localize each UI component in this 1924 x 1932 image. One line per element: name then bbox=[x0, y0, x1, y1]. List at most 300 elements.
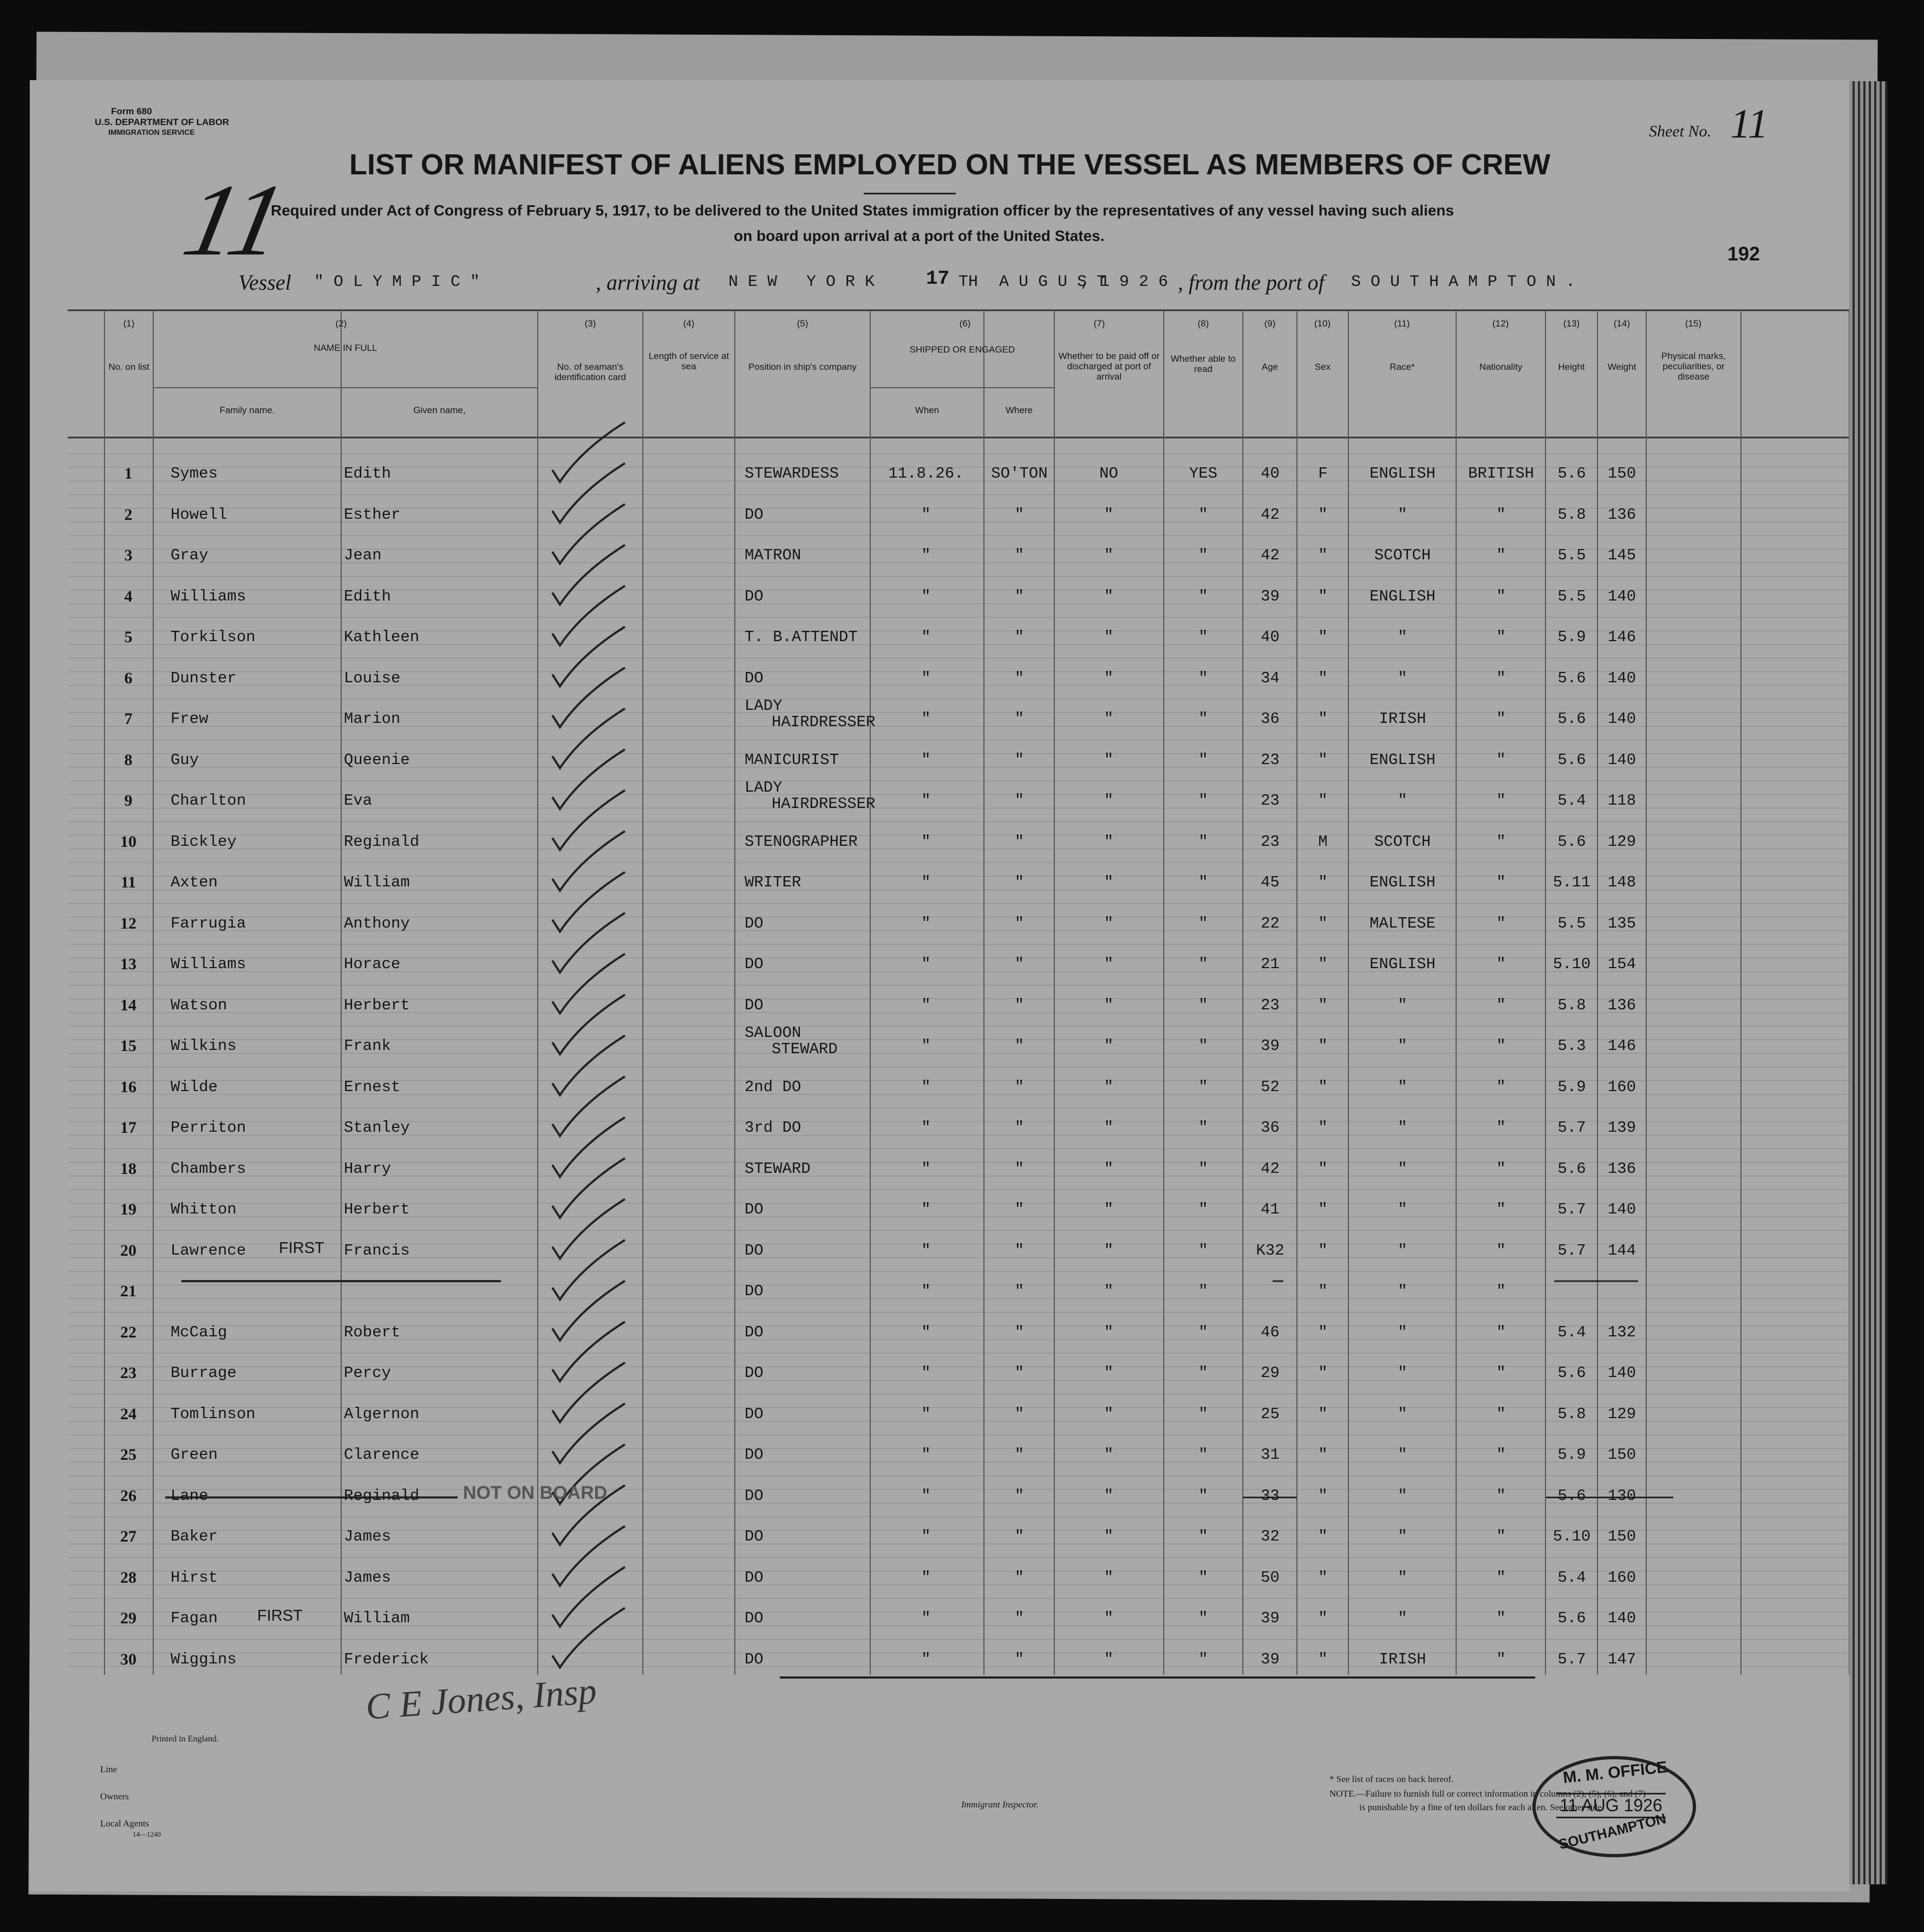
cell-able-to-read: " bbox=[1198, 1486, 1208, 1505]
cell-able-to-read: " bbox=[1198, 914, 1208, 932]
cell-shipped-when: " bbox=[921, 1241, 931, 1259]
cell-age: 31 bbox=[1261, 1446, 1280, 1464]
cell-weight: 140 bbox=[1607, 1609, 1636, 1627]
cell-shipped-when: " bbox=[921, 1119, 931, 1137]
vessel-name: " O L Y M P I C " bbox=[314, 273, 480, 291]
cell-shipped-where: SO'TON bbox=[991, 465, 1048, 482]
check-mark bbox=[552, 1608, 625, 1668]
cell-shipped-when: " bbox=[921, 792, 931, 810]
cell-sex: " bbox=[1318, 955, 1328, 973]
length-of-service-header: Length of service at sea bbox=[648, 351, 729, 371]
cell-weight: 136 bbox=[1607, 505, 1636, 524]
cell-sex: " bbox=[1318, 873, 1328, 891]
sex-header: Sex bbox=[1314, 362, 1331, 372]
check-mark bbox=[552, 1118, 625, 1177]
cell-weight: 140 bbox=[1607, 669, 1636, 687]
cell-paid-off-at-arrival: " bbox=[1104, 1159, 1114, 1178]
cell-height: 5.10 bbox=[1553, 955, 1591, 973]
cell-given-name: Harry bbox=[344, 1159, 392, 1178]
cell-position-in-ship: DO bbox=[745, 587, 764, 605]
check-mark bbox=[552, 545, 625, 605]
cell-given-name: Percy bbox=[344, 1364, 392, 1382]
cell-given-name: Herbert bbox=[344, 1200, 410, 1218]
from-port-label: , from the port of bbox=[1178, 270, 1325, 295]
cell-shipped-where: " bbox=[1014, 1078, 1025, 1096]
cell-able-to-read: " bbox=[1198, 1119, 1208, 1137]
shipped-header: SHIPPED OR ENGAGED bbox=[909, 344, 1015, 355]
cell-nationality: " bbox=[1496, 914, 1506, 932]
cell-paid-off-at-arrival: " bbox=[1104, 1486, 1114, 1505]
stamp-date: 11 AUG 1926 bbox=[1556, 1793, 1666, 1818]
cell-shipped-when: " bbox=[921, 1078, 931, 1096]
check-mark bbox=[552, 1404, 625, 1463]
cell-height: 5.6 bbox=[1557, 832, 1586, 851]
cell-able-to-read: " bbox=[1198, 669, 1208, 687]
cell-race: ENGLISH bbox=[1369, 955, 1436, 973]
cell-weight: 139 bbox=[1607, 1119, 1636, 1137]
cell-age: 23 bbox=[1261, 996, 1280, 1014]
cell-paid-off-at-arrival: " bbox=[1104, 1323, 1114, 1341]
cell-age: 23 bbox=[1261, 750, 1280, 769]
cell-shipped-where: " bbox=[1014, 1364, 1025, 1382]
cell-row-number: 27 bbox=[120, 1528, 136, 1545]
cell-weight: 160 bbox=[1607, 1568, 1636, 1587]
cell-given-name: William bbox=[344, 1609, 410, 1627]
cell-family-name: Baker bbox=[171, 1528, 218, 1545]
cell-shipped-when: " bbox=[921, 1650, 931, 1668]
cell-position-in-ship: WRITER bbox=[745, 873, 801, 891]
cell-nationality: " bbox=[1496, 1568, 1506, 1587]
cell-given-name: Jean bbox=[344, 546, 382, 564]
check-mark bbox=[552, 1036, 625, 1095]
cell-age: 52 bbox=[1261, 1078, 1280, 1096]
check-mark bbox=[552, 749, 625, 809]
when-header: When bbox=[915, 405, 940, 415]
manifest-title: LIST OR MANIFEST OF ALIENS EMPLOYED ON THE VESSEL AS MEMBERS OF CREW bbox=[349, 148, 1551, 181]
cell-family-name: Guy bbox=[171, 750, 199, 769]
check-mark bbox=[552, 586, 625, 645]
cell-given-name: Stanley bbox=[344, 1119, 410, 1137]
cell-able-to-read: " bbox=[1198, 1323, 1208, 1341]
cell-position-in-ship: DO bbox=[745, 1650, 764, 1668]
check-mark bbox=[552, 504, 625, 564]
cell-row-number: 19 bbox=[120, 1200, 136, 1218]
check-mark bbox=[552, 1322, 625, 1381]
cell-sex: " bbox=[1318, 505, 1328, 524]
cell-nationality: " bbox=[1496, 628, 1506, 646]
cell-sex: " bbox=[1318, 669, 1328, 687]
cell-sex: " bbox=[1318, 1119, 1328, 1137]
cell-position-in-ship: STENOGRAPHER bbox=[745, 832, 858, 851]
cell-race: MALTESE bbox=[1369, 914, 1436, 932]
cell-paid-off-at-arrival: " bbox=[1104, 1119, 1114, 1137]
cell-given-name: James bbox=[344, 1528, 392, 1545]
cell-height: 5.4 bbox=[1557, 792, 1586, 810]
column-number: (12) bbox=[1492, 318, 1509, 329]
cell-shipped-where: " bbox=[1014, 710, 1025, 728]
inspector-signature: C E Jones, Insp bbox=[364, 1670, 598, 1727]
cell-height: 5.8 bbox=[1557, 505, 1586, 524]
height-header: Height bbox=[1558, 362, 1585, 372]
cell-height: 5.7 bbox=[1557, 1200, 1586, 1218]
check-mark bbox=[552, 1076, 625, 1136]
cell-family-name: McCaig bbox=[171, 1323, 227, 1341]
printed-in-label: Printed in England. bbox=[152, 1734, 219, 1744]
cell-weight: 154 bbox=[1607, 955, 1636, 973]
cell-row-number: 1 bbox=[124, 465, 133, 482]
cell-nationality: " bbox=[1496, 1241, 1506, 1259]
owners-label: Owners bbox=[100, 1791, 129, 1802]
cell-shipped-where: " bbox=[1014, 628, 1025, 646]
cell-given-name: Clarence bbox=[344, 1446, 420, 1464]
cell-able-to-read: YES bbox=[1189, 465, 1218, 482]
age-header: Age bbox=[1261, 362, 1279, 372]
department-label: U.S. DEPARTMENT OF LABOR bbox=[95, 117, 230, 127]
form-number: Form 680 bbox=[111, 106, 152, 116]
cell-family-name: Wilkins bbox=[171, 1037, 237, 1055]
cell-age: 40 bbox=[1261, 628, 1280, 646]
cell-position-in-ship: DO bbox=[745, 505, 764, 524]
cell-family-name: Hirst bbox=[171, 1568, 218, 1587]
cell-shipped-when: " bbox=[921, 1528, 931, 1545]
cell-shipped-when: " bbox=[921, 587, 931, 605]
cell-shipped-where: " bbox=[1014, 955, 1025, 973]
cell-family-name: Charlton bbox=[171, 792, 246, 810]
cell-paid-off-at-arrival: " bbox=[1104, 873, 1114, 891]
cell-sex: F bbox=[1318, 465, 1328, 482]
cell-nationality: " bbox=[1496, 1650, 1506, 1668]
sheet-no-value: 11 bbox=[1730, 101, 1769, 147]
cell-family-name: Dunster bbox=[171, 669, 237, 687]
cell-shipped-where: " bbox=[1014, 669, 1025, 687]
cell-weight: 140 bbox=[1607, 1364, 1636, 1382]
cell-height: 5.6 bbox=[1557, 1609, 1586, 1627]
cell-position-in-ship: DO bbox=[745, 1282, 764, 1300]
cell-paid-off-at-arrival: " bbox=[1104, 996, 1114, 1014]
vessel-label: Vessel bbox=[238, 270, 291, 295]
cell-able-to-read: " bbox=[1198, 710, 1208, 728]
cell-position-in-ship: DO bbox=[745, 955, 764, 973]
cell-paid-off-at-arrival: " bbox=[1104, 1528, 1114, 1545]
cell-weight: 136 bbox=[1607, 1159, 1636, 1178]
subtitle-line-2: on board upon arrival at a port of the United States. bbox=[734, 227, 1105, 244]
id-card-header: No. of seaman's identification card bbox=[554, 362, 627, 382]
cell-sex: " bbox=[1318, 1528, 1328, 1545]
cell-race: " bbox=[1398, 1282, 1407, 1300]
cell-paid-off-at-arrival: " bbox=[1104, 1078, 1114, 1096]
cell-race: " bbox=[1398, 792, 1407, 810]
cell-sex: " bbox=[1318, 1241, 1328, 1259]
cell-shipped-where: " bbox=[1014, 1609, 1025, 1627]
cell-row-number: 17 bbox=[120, 1119, 136, 1137]
cell-position-in-ship: 2nd DO bbox=[745, 1078, 801, 1096]
cell-height: 5.5 bbox=[1557, 587, 1586, 605]
cell-sex: " bbox=[1318, 1078, 1328, 1096]
cell-height: 5.9 bbox=[1557, 628, 1586, 646]
handwritten-sheet-number: 11 bbox=[174, 164, 295, 277]
cell-given-name: Esther bbox=[344, 505, 401, 524]
cell-able-to-read: " bbox=[1198, 587, 1208, 605]
cell-height: 5.5 bbox=[1557, 546, 1586, 564]
cell-shipped-when: " bbox=[921, 1200, 931, 1218]
cell-given-name: Edith bbox=[344, 587, 392, 605]
cell-shipped-when: " bbox=[921, 1282, 931, 1300]
cell-shipped-where: " bbox=[1014, 1446, 1025, 1464]
arrival-port: N E W Y O R K bbox=[728, 273, 875, 291]
cell-weight: 160 bbox=[1607, 1078, 1636, 1096]
cell-shipped-where: " bbox=[1014, 1405, 1025, 1423]
cell-able-to-read: " bbox=[1198, 996, 1208, 1014]
check-mark bbox=[552, 1567, 625, 1627]
cell-sex: " bbox=[1318, 1282, 1328, 1300]
cell-family-name: Perriton bbox=[171, 1119, 246, 1137]
check-mark bbox=[552, 1199, 625, 1259]
cell-able-to-read: " bbox=[1198, 955, 1208, 973]
cell-paid-off-at-arrival: " bbox=[1104, 710, 1114, 728]
cell-race: " bbox=[1398, 1241, 1407, 1259]
cell-shipped-when: " bbox=[921, 669, 931, 687]
cell-weight: 140 bbox=[1607, 587, 1636, 605]
cell-nationality: " bbox=[1496, 1078, 1506, 1096]
cell-able-to-read: " bbox=[1198, 628, 1208, 646]
cell-age: 29 bbox=[1261, 1364, 1280, 1382]
cell-shipped-where: " bbox=[1014, 1037, 1025, 1055]
cell-height: 5.6 bbox=[1557, 465, 1586, 482]
cell-row-number: 2 bbox=[124, 505, 133, 524]
column-number: (6) bbox=[959, 318, 971, 329]
check-mark bbox=[552, 668, 625, 727]
cell-race: " bbox=[1398, 1528, 1407, 1545]
cell-sex: " bbox=[1318, 1159, 1328, 1178]
cell-shipped-when: " bbox=[921, 1364, 931, 1382]
cell-weight: 140 bbox=[1607, 1200, 1636, 1218]
cell-nationality: " bbox=[1496, 505, 1506, 524]
cell-family-name: Fagan bbox=[171, 1609, 218, 1627]
cell-shipped-where: " bbox=[1014, 1200, 1025, 1218]
cell-nationality: " bbox=[1496, 1119, 1506, 1137]
not-on-board-stamp: NOT ON BOARD bbox=[463, 1483, 608, 1503]
cell-position-in-ship: DO bbox=[745, 1200, 764, 1218]
cell-row-number: 14 bbox=[120, 996, 136, 1014]
cell-position-in-ship: DO bbox=[745, 1609, 764, 1627]
cell-shipped-when: " bbox=[921, 1609, 931, 1627]
cell-nationality: " bbox=[1496, 1159, 1506, 1178]
cell-row-number: 22 bbox=[120, 1323, 136, 1341]
cell-height: 5.6 bbox=[1557, 1159, 1586, 1178]
cell-row-number: 30 bbox=[120, 1650, 136, 1668]
cell-sex: " bbox=[1318, 914, 1328, 932]
cell-shipped-where: " bbox=[1014, 1119, 1025, 1137]
cell-shipped-where: " bbox=[1014, 914, 1025, 932]
cell-sex: " bbox=[1318, 1200, 1328, 1218]
cell-age: 42 bbox=[1261, 546, 1280, 564]
cell-able-to-read: " bbox=[1198, 832, 1208, 851]
cell-paid-off-at-arrival: " bbox=[1104, 914, 1114, 932]
check-mark bbox=[552, 1240, 625, 1300]
cell-able-to-read: " bbox=[1198, 1609, 1208, 1627]
cell-nationality: " bbox=[1496, 750, 1506, 769]
able-to-read-header: Whether able to read bbox=[1170, 354, 1236, 374]
cell-height: 5.6 bbox=[1557, 1364, 1586, 1382]
cell-nationality: " bbox=[1496, 1200, 1506, 1218]
cell-weight: 135 bbox=[1607, 914, 1636, 932]
cell-age: 22 bbox=[1261, 914, 1280, 932]
cell-given-name: William bbox=[344, 873, 410, 891]
cell-position-in-ship: SALOON bbox=[745, 1024, 801, 1042]
cell-age: K32 bbox=[1256, 1241, 1284, 1259]
cell-position-line-2: STEWARD bbox=[772, 1040, 838, 1058]
cell-weight: 140 bbox=[1607, 750, 1636, 769]
cell-row-number: 28 bbox=[120, 1568, 136, 1587]
cell-paid-off-at-arrival: " bbox=[1104, 1200, 1114, 1218]
check-mark bbox=[552, 709, 625, 768]
arriving-label: , arriving at bbox=[596, 270, 700, 295]
cell-family-name: Lane bbox=[171, 1486, 208, 1505]
cell-able-to-read: " bbox=[1198, 1528, 1208, 1545]
cell-shipped-when: " bbox=[921, 1323, 931, 1341]
cell-nationality: " bbox=[1496, 792, 1506, 810]
check-mark bbox=[552, 995, 625, 1054]
cell-position-in-ship: DO bbox=[745, 1446, 764, 1464]
cell-shipped-when: " bbox=[921, 914, 931, 932]
cell-paid-off-at-arrival: " bbox=[1104, 669, 1114, 687]
where-header: Where bbox=[1005, 405, 1033, 415]
cell-weight: 146 bbox=[1607, 1037, 1636, 1055]
cell-nationality: " bbox=[1496, 1609, 1506, 1627]
cell-age: 23 bbox=[1261, 832, 1280, 851]
cell-height: 5.10 bbox=[1553, 1528, 1591, 1545]
cell-height: 5.6 bbox=[1557, 710, 1586, 728]
cell-nationality: " bbox=[1496, 1405, 1506, 1423]
cell-given-name: Robert bbox=[344, 1323, 401, 1341]
cell-family-name: Burrage bbox=[171, 1364, 237, 1382]
cell-shipped-where: " bbox=[1014, 1528, 1025, 1545]
cell-shipped-when: " bbox=[921, 832, 931, 851]
check-mark bbox=[552, 627, 625, 687]
cell-paid-off-at-arrival: " bbox=[1104, 587, 1114, 605]
cell-age: 39 bbox=[1261, 1609, 1280, 1627]
cell-sex: " bbox=[1318, 628, 1328, 646]
cell-able-to-read: " bbox=[1198, 792, 1208, 810]
form-code: 14—1240 bbox=[133, 1830, 161, 1838]
cell-shipped-where: " bbox=[1014, 505, 1025, 524]
stamp-top-text: M. M. OFFICE bbox=[1562, 1758, 1668, 1787]
cell-given-name: Eva bbox=[344, 792, 373, 810]
cell-shipped-when: " bbox=[921, 628, 931, 646]
check-mark bbox=[552, 464, 625, 523]
cell-age: 33 bbox=[1261, 1486, 1280, 1505]
cell-age: 21 bbox=[1261, 955, 1280, 973]
cell-family-name: Frew bbox=[171, 710, 208, 728]
cell-shipped-when: " bbox=[921, 996, 931, 1014]
cell-able-to-read: " bbox=[1198, 1364, 1208, 1382]
cell-shipped-when: " bbox=[921, 546, 931, 564]
cell-shipped-when: " bbox=[921, 1037, 931, 1055]
cell-height: 5.6 bbox=[1557, 1486, 1586, 1505]
cell-row-number: 4 bbox=[124, 587, 133, 605]
check-mark bbox=[552, 1281, 625, 1341]
cell-paid-off-at-arrival: " bbox=[1104, 1650, 1114, 1668]
cell-position-in-ship: DO bbox=[745, 1486, 764, 1505]
cell-race: " bbox=[1398, 1405, 1407, 1423]
arrival-month: A U G U S T bbox=[999, 273, 1107, 291]
cell-nationality: " bbox=[1496, 1528, 1506, 1545]
cell-row-number: 9 bbox=[124, 792, 133, 810]
cell-paid-off-at-arrival: " bbox=[1104, 1241, 1114, 1259]
cell-paid-off-at-arrival: " bbox=[1104, 1568, 1114, 1587]
cell-given-name: Louise bbox=[344, 669, 401, 687]
cell-row-number: 12 bbox=[120, 914, 136, 932]
cell-race: " bbox=[1398, 1200, 1407, 1218]
cell-able-to-read: " bbox=[1198, 1568, 1208, 1587]
cell-given-name: Kathleen bbox=[344, 628, 420, 646]
cell-able-to-read: " bbox=[1198, 1241, 1208, 1259]
paid-off-header: Whether to be paid off or discharged at port of arrival bbox=[1058, 351, 1160, 382]
cell-height: 5.9 bbox=[1557, 1078, 1586, 1096]
cell-height: 5.7 bbox=[1557, 1241, 1586, 1259]
cell-given-name: Frederick bbox=[344, 1650, 429, 1668]
cell-race: " bbox=[1398, 1159, 1407, 1178]
cell-shipped-when: " bbox=[921, 750, 931, 769]
cell-age: 42 bbox=[1261, 1159, 1280, 1178]
cell-race: " bbox=[1398, 669, 1407, 687]
cell-shipped-when: " bbox=[921, 505, 931, 524]
cell-position-in-ship: DO bbox=[745, 1323, 764, 1341]
cell-weight: 148 bbox=[1607, 873, 1636, 891]
cell-shipped-where: " bbox=[1014, 546, 1025, 564]
cell-row-number: 25 bbox=[120, 1446, 136, 1464]
cell-race: " bbox=[1398, 628, 1407, 646]
cell-age: 39 bbox=[1261, 1037, 1280, 1055]
cell-row-number: 24 bbox=[120, 1405, 136, 1423]
cell-shipped-when: " bbox=[921, 1446, 931, 1464]
cell-race: ENGLISH bbox=[1369, 873, 1436, 891]
cell-age: 45 bbox=[1261, 873, 1280, 891]
cell-nationality: " bbox=[1496, 1282, 1506, 1300]
check-mark bbox=[552, 422, 625, 482]
cell-sex: " bbox=[1318, 1405, 1328, 1423]
cell-paid-off-at-arrival: " bbox=[1104, 955, 1114, 973]
cell-given-name: Marion bbox=[344, 710, 401, 728]
cell-row-number: 13 bbox=[120, 955, 136, 973]
cell-given-name: Queenie bbox=[344, 750, 410, 769]
cell-nationality: " bbox=[1496, 587, 1506, 605]
check-mark bbox=[552, 1363, 625, 1422]
cell-sex: " bbox=[1318, 750, 1328, 769]
cell-position-in-ship: DO bbox=[745, 669, 764, 687]
cell-row-number: 21 bbox=[120, 1282, 136, 1300]
cell-nationality: " bbox=[1496, 873, 1506, 891]
cell-family-name: Williams bbox=[171, 587, 246, 605]
cell-able-to-read: " bbox=[1198, 1282, 1208, 1300]
cell-row-number: 3 bbox=[124, 546, 133, 564]
penalty-note-2: is punishable by a fine of ten dollars for each alien. See other side. bbox=[1359, 1802, 1604, 1812]
cell-race: " bbox=[1398, 1037, 1407, 1055]
cell-row-number: 15 bbox=[120, 1037, 136, 1055]
cell-height: 5.3 bbox=[1557, 1037, 1586, 1055]
column-number: (1) bbox=[123, 318, 135, 329]
cell-family-name: Farrugia bbox=[171, 914, 246, 932]
cell-sex: " bbox=[1318, 587, 1328, 605]
cell-family-name: Howell bbox=[171, 505, 227, 524]
column-number: (9) bbox=[1264, 318, 1276, 329]
cell-shipped-where: " bbox=[1014, 996, 1025, 1014]
cell-row-number: 26 bbox=[120, 1486, 136, 1505]
check-mark bbox=[552, 872, 625, 932]
cell-race: " bbox=[1398, 1568, 1407, 1587]
cell-family-name: Tomlinson bbox=[171, 1405, 256, 1423]
cell-paid-off-at-arrival: " bbox=[1104, 1282, 1114, 1300]
